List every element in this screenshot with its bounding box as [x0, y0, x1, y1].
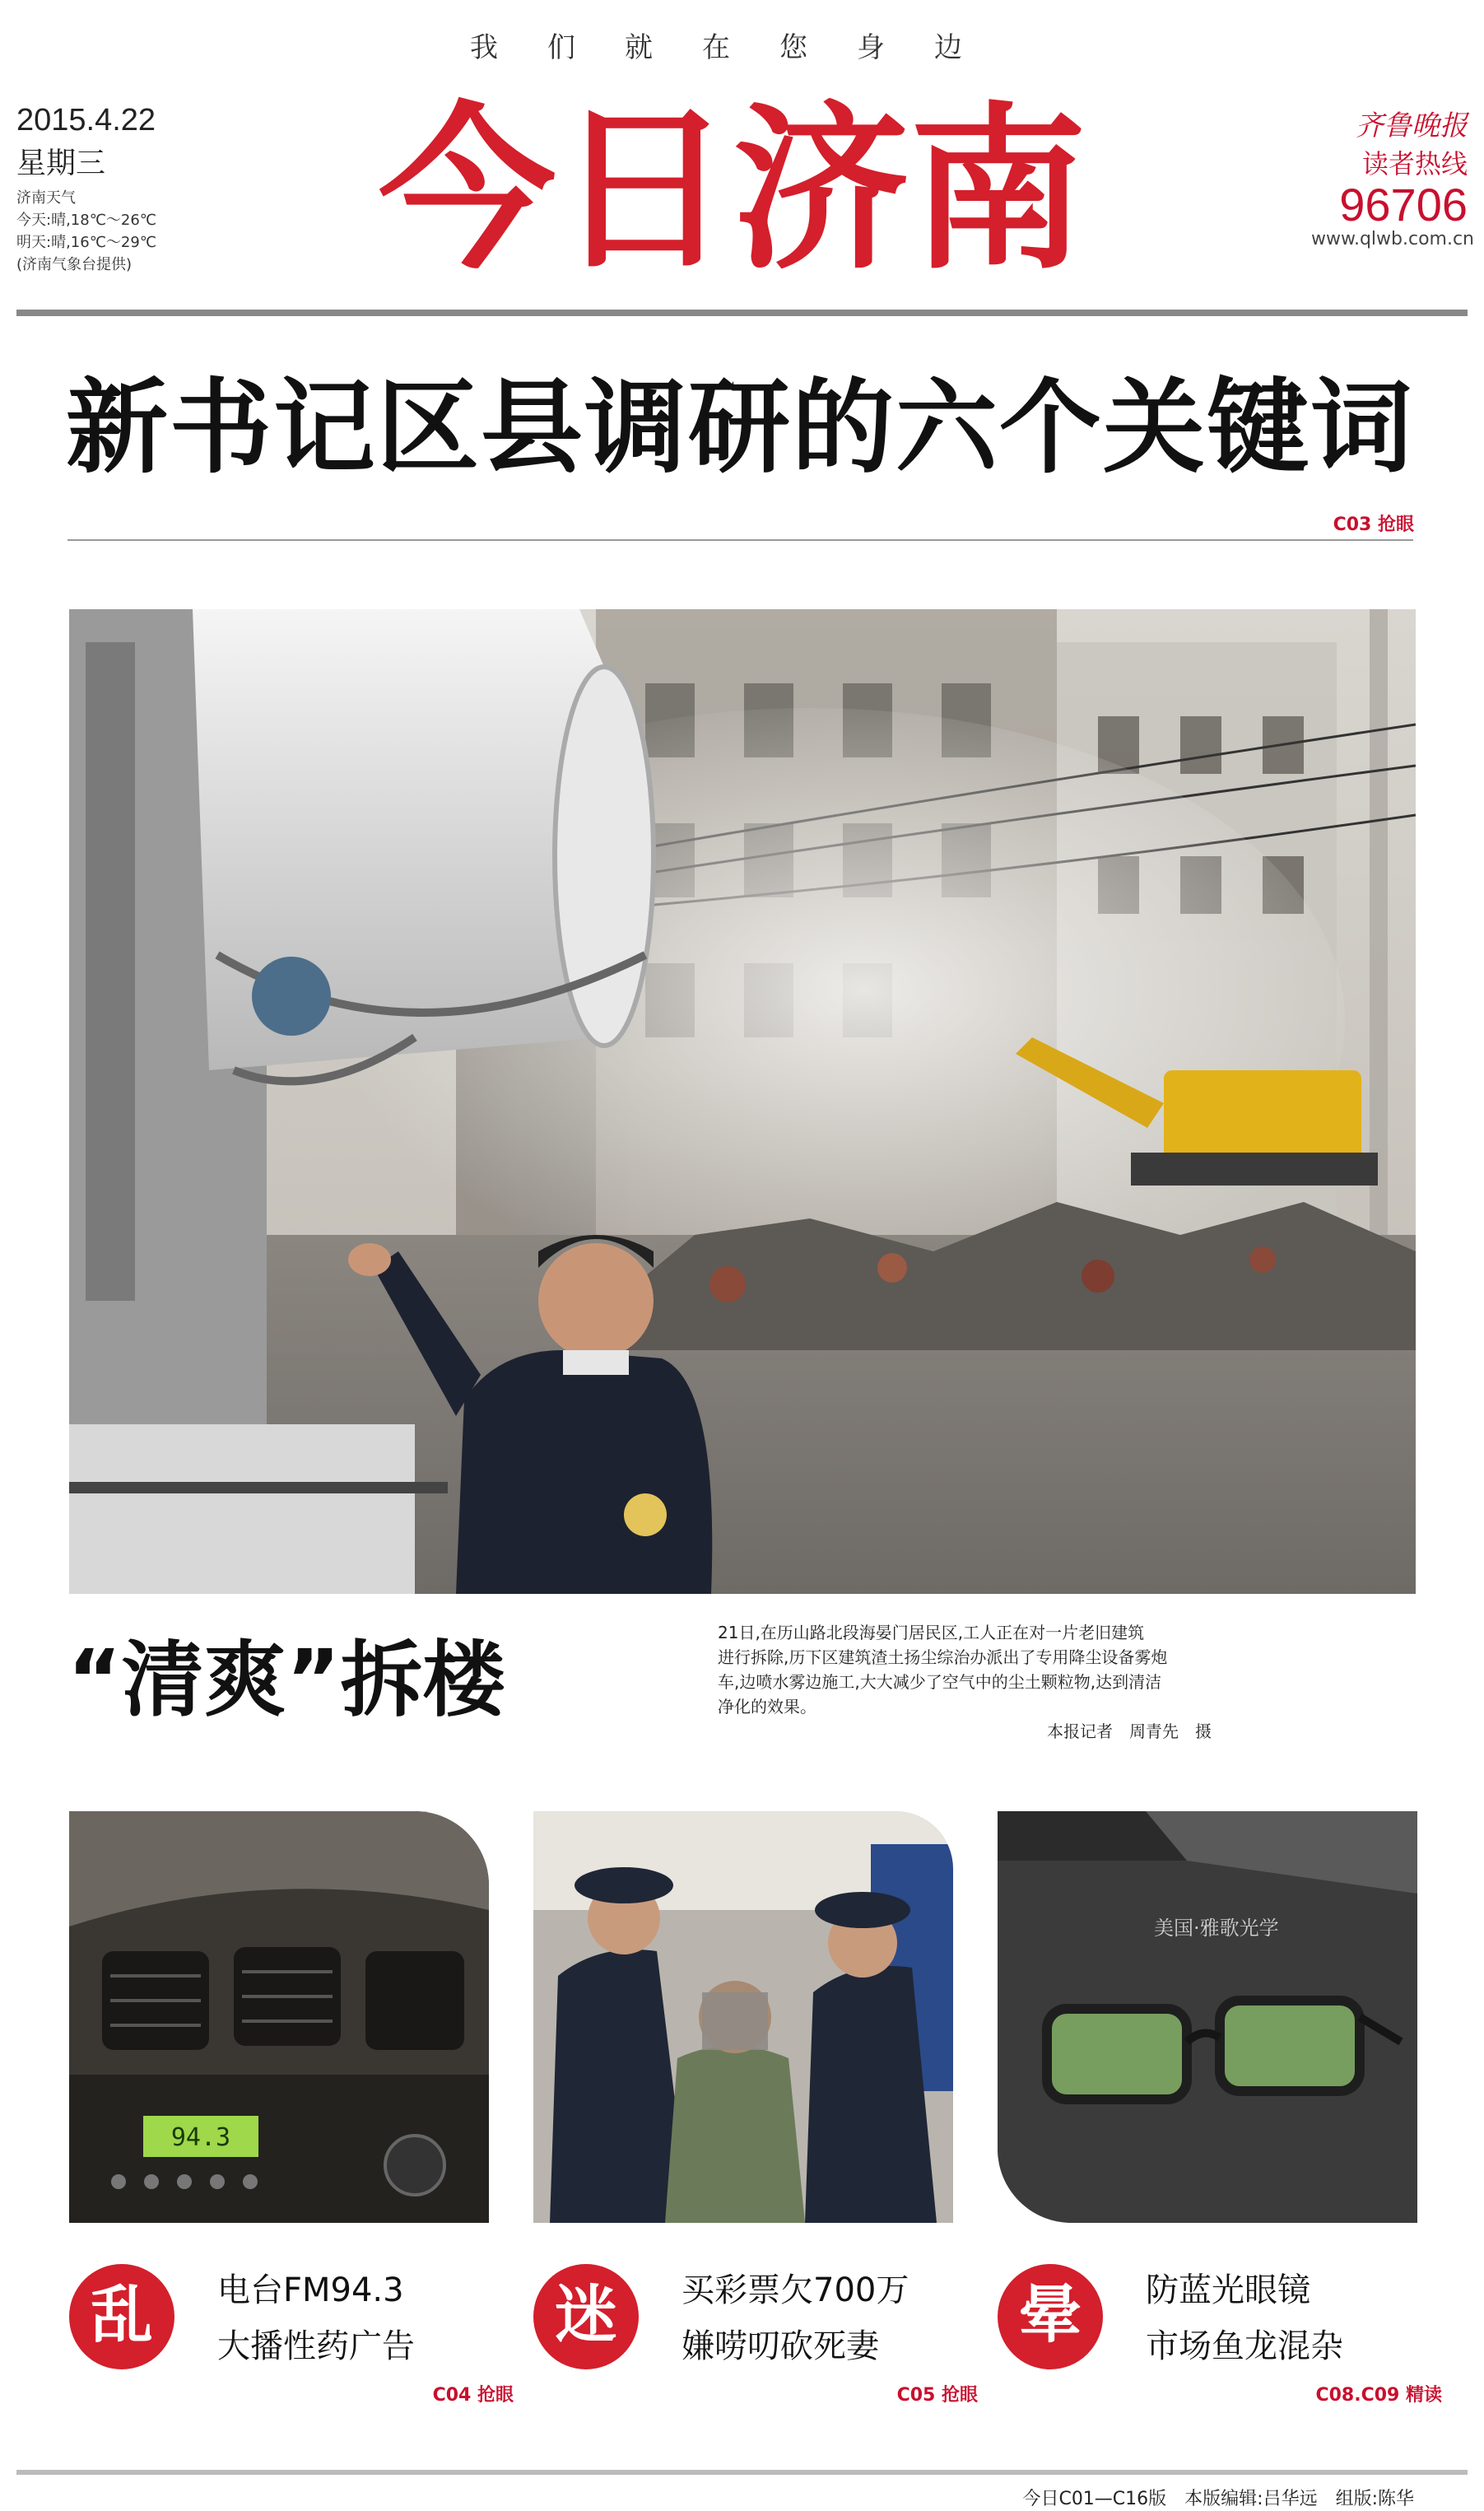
teaser-page-ref: C05 抢眼	[896, 2385, 978, 2406]
photo-credit: 本报记者 周青先 摄	[1047, 1721, 1212, 1741]
teaser-icon-luan: 乱	[69, 2264, 174, 2369]
radio-frequency: 94.3	[170, 2123, 231, 2152]
weather-source: (济南气象台提供)	[16, 256, 133, 273]
teaser-line1: 电台FM94.3	[217, 2271, 404, 2309]
glasses-photo[interactable]	[998, 1811, 1417, 2223]
issue-date: 2015.4.22	[16, 103, 156, 137]
weather-title: 济南天气	[16, 189, 76, 207]
date-block	[16, 103, 313, 276]
slogan: 我们就在您身边	[470, 31, 1012, 64]
main-photo[interactable]	[69, 609, 1416, 1594]
masthead-title	[362, 74, 1103, 288]
weather-tomorrow: 明天:晴,16℃～29℃	[16, 234, 157, 251]
teaser-icon-mi: 迷	[533, 2264, 639, 2369]
teaser-line1: 买彩票欠700万	[682, 2271, 909, 2309]
lead-headline[interactable]: 新书记区县调研的六个关键词	[66, 369, 1415, 487]
teaser-icon-yun: 晕	[998, 2264, 1103, 2369]
teaser-blue-light-glasses[interactable]	[998, 2256, 1442, 2406]
caption-line: 21日,在历山路北段海晏门居民区,工人正在对一片老旧建筑	[718, 1623, 1145, 1642]
air-vents	[102, 1947, 464, 2050]
teaser-lottery-murder[interactable]	[533, 2256, 978, 2406]
hotline-label: 读者热线	[1361, 148, 1468, 179]
police-arrest-photo[interactable]	[533, 1811, 953, 2223]
caption-line: 进行拆除,历下区建筑渣土扬尘综治办派出了专用降尘设备雾炮	[718, 1647, 1168, 1667]
glasses-box-text: 美国·雅歌光学	[1154, 1917, 1279, 1940]
lead-page-ref: C03 抢眼	[1333, 515, 1414, 535]
teaser-page-ref: C08.C09 精读	[1315, 2385, 1442, 2406]
footer-divider	[16, 2470, 1468, 2475]
paper-contact	[1311, 103, 1474, 249]
teaser-line2: 市场鱼龙混杂	[1146, 2327, 1343, 2365]
header-divider	[16, 310, 1468, 316]
eyeglasses	[1047, 2001, 1401, 2099]
headline-divider	[67, 539, 1413, 541]
photo-caption	[718, 1620, 1212, 1744]
caption-line: 车,边喷水雾边施工,大大减少了空气中的尘土颗粒物,达到清洁	[718, 1672, 1162, 1692]
footer-credits: 今日C01—C16版 本版编辑:吕华远 组版:陈华	[1022, 2489, 1414, 2509]
teaser-line2: 嫌唠叨砍死妻	[682, 2327, 879, 2365]
hotline-number: 96706	[1339, 179, 1468, 231]
teaser-page-ref: C04 抢眼	[432, 2385, 514, 2406]
website-link[interactable]: www.qlwb.com.cn	[1311, 229, 1474, 249]
caption-line: 净化的效果。	[718, 1697, 816, 1717]
weather-today: 今天:晴,18℃～26℃	[16, 212, 157, 229]
photo-story-title[interactable]: “清爽”拆楼	[67, 1632, 505, 1728]
teaser-line1: 防蓝光眼镜	[1146, 2271, 1310, 2309]
radio-photo[interactable]	[69, 1811, 489, 2223]
teaser-line2: 大播性药广告	[217, 2327, 415, 2365]
issue-weekday: 星期三	[16, 147, 106, 180]
masthead-text: 今日济南	[379, 85, 1086, 288]
paper-logo: 齐鲁晚报	[1356, 109, 1468, 142]
teaser-radio-ads[interactable]	[69, 2256, 514, 2406]
